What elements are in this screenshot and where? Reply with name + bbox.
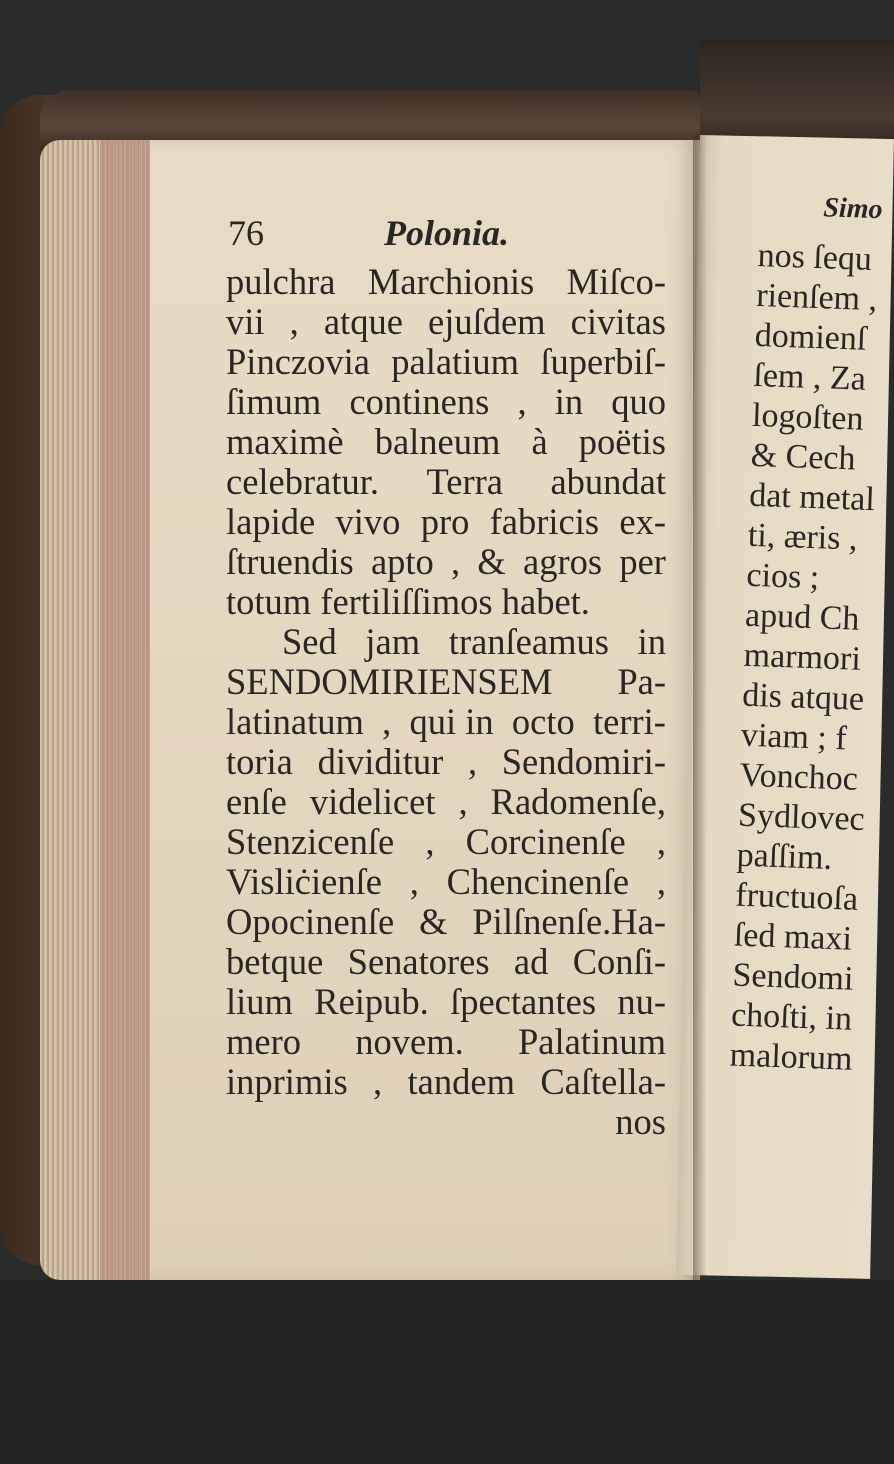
right-text-line: malorum — [729, 1036, 854, 1078]
background-surface — [0, 1280, 894, 1464]
word: ſtruendis — [226, 541, 354, 582]
page-header — [226, 212, 666, 262]
word: qui in — [409, 701, 494, 742]
word: Visliċienſe — [226, 861, 382, 902]
right-text-line: Vonchoc — [738, 756, 859, 798]
right-text-line: nos ſequ — [757, 236, 873, 278]
right-text-block — [729, 236, 894, 1082]
word: Miſco- — [566, 261, 666, 302]
word: & — [419, 901, 448, 942]
word: poëtis — [578, 421, 666, 462]
word: Pinczovia — [226, 341, 370, 382]
word: , — [458, 781, 468, 822]
word: per — [619, 541, 666, 582]
word: , — [517, 381, 527, 422]
word: lapide — [226, 501, 316, 542]
text-line — [226, 1062, 666, 1102]
text-line — [226, 1022, 666, 1062]
right-text-line: fructuoſa — [734, 876, 859, 918]
word: ejuſdem — [428, 301, 546, 342]
text-line — [226, 902, 666, 942]
catchword-line — [226, 1102, 666, 1142]
word: Opocinenſe — [226, 901, 395, 942]
catchword: nos — [615, 1101, 666, 1142]
word: Conſi- — [572, 941, 666, 982]
word: Radomenſe, — [490, 781, 666, 822]
word: , — [409, 861, 419, 902]
word: Palatinum — [517, 1021, 666, 1062]
word: latinatum — [226, 701, 364, 742]
right-text-line: ti, æris , — [747, 516, 859, 558]
word: videlicet — [309, 781, 436, 822]
word: Chencinenſe — [446, 861, 630, 902]
book-gutter — [693, 135, 707, 1285]
word: agros — [523, 541, 603, 582]
right-running-head: Simo — [822, 192, 884, 226]
word: civitas — [570, 301, 666, 342]
text-line — [226, 662, 666, 702]
word: ad — [513, 941, 549, 982]
word: vii — [226, 301, 265, 342]
text-block — [226, 262, 666, 1102]
word: Marchionis — [367, 261, 535, 302]
right-text-line: paſſim. — [736, 836, 833, 877]
word: Caſtella- — [540, 1061, 666, 1102]
word: , — [289, 301, 299, 342]
word: in — [554, 381, 584, 422]
right-text-line: viam ; f — [740, 716, 848, 758]
word: ſpectantes — [450, 981, 597, 1022]
word: Corcinenſe — [465, 821, 626, 862]
word: inprimis — [226, 1061, 348, 1102]
word: Sendomiri- — [501, 741, 666, 782]
right-text-line: choſti, in — [730, 996, 853, 1038]
right-text-line: dis atque — [741, 676, 865, 718]
word: , — [467, 741, 478, 782]
word: , — [382, 701, 392, 742]
word: lium — [226, 981, 293, 1022]
word: toria — [226, 741, 293, 782]
book-cover-top-right — [700, 40, 894, 150]
word: palatium — [391, 341, 519, 382]
word: Senatores — [347, 941, 490, 982]
text-line — [226, 502, 666, 542]
word: jam — [365, 621, 421, 662]
page-number: 76 — [228, 213, 264, 253]
word: maximè — [226, 421, 344, 462]
text-line — [226, 782, 666, 822]
right-text-line: apud Ch — [744, 596, 861, 638]
word: , — [656, 821, 666, 862]
right-text-line: rienſem , — [755, 276, 878, 319]
right-text-line: marmori — [743, 636, 862, 678]
word: vivo — [335, 501, 401, 542]
text-line — [226, 422, 666, 462]
word: dividitur — [317, 741, 444, 782]
word: , — [656, 861, 666, 902]
word: balneum — [374, 421, 501, 462]
word: & — [477, 541, 506, 582]
word: tranſeamus — [448, 621, 609, 662]
page-edges-stained — [100, 140, 150, 1280]
word: ſuperbiſ- — [540, 341, 666, 382]
word: Reipub. — [314, 981, 429, 1022]
word: à — [531, 421, 548, 462]
word: fabricis — [489, 501, 600, 542]
running-head: Polonia. — [384, 213, 510, 253]
word: octo — [511, 701, 575, 742]
right-text-line: domienſ — [754, 316, 867, 358]
text-line — [226, 542, 666, 582]
word: tandem — [407, 1061, 515, 1102]
right-text-line: ſed maxi — [733, 916, 853, 958]
text-line — [226, 862, 666, 902]
text-line — [226, 702, 666, 742]
text-line — [226, 582, 666, 622]
text-line — [226, 742, 666, 782]
word: ſimum — [226, 381, 322, 422]
text-line — [226, 262, 666, 302]
text-line — [226, 382, 666, 422]
word: totum fertiliſſimos habet. — [226, 581, 590, 622]
word: SENDOMIRIENSEM — [226, 661, 553, 702]
word: terri- — [593, 701, 666, 742]
word: quo — [611, 381, 666, 422]
word: Terra — [426, 461, 503, 502]
word: betque — [226, 941, 324, 982]
word: Stenzicenſe — [226, 821, 395, 862]
word: atque — [323, 301, 403, 342]
word: in — [637, 621, 666, 662]
right-text-line: & Cech — [750, 436, 857, 478]
word: pro — [420, 501, 470, 542]
word: , — [451, 541, 461, 582]
word: continens — [349, 381, 490, 422]
word: apto — [370, 541, 434, 582]
word: novem. — [355, 1021, 464, 1062]
word: Pilſnenſe.Ha- — [472, 901, 666, 942]
right-text-line: Sendomi — [731, 956, 855, 998]
right-text-line: ſem , Za — [752, 356, 867, 398]
word: , — [425, 821, 435, 862]
word: ex- — [619, 501, 666, 542]
text-line — [226, 982, 666, 1022]
text-line — [226, 342, 666, 382]
right-text-line: logoſten — [751, 396, 865, 438]
word: Sed — [282, 621, 337, 662]
right-text-line: cios ; — [745, 556, 820, 597]
word: pulchra — [226, 261, 336, 302]
word: celebratur. — [226, 461, 380, 502]
word: abundat — [550, 461, 666, 502]
text-line — [226, 462, 666, 502]
text-line — [226, 822, 666, 862]
word: enſe — [226, 781, 287, 822]
text-line — [226, 302, 666, 342]
word: nu- — [617, 981, 666, 1022]
text-line — [226, 942, 666, 982]
right-text-line: dat metal — [748, 476, 876, 519]
left-page-text — [226, 212, 666, 1142]
right-text-line: Sydlovec — [737, 796, 866, 839]
word: mero — [226, 1021, 301, 1062]
text-line — [226, 622, 666, 662]
word: , — [373, 1061, 383, 1102]
word: Pa- — [617, 661, 666, 702]
